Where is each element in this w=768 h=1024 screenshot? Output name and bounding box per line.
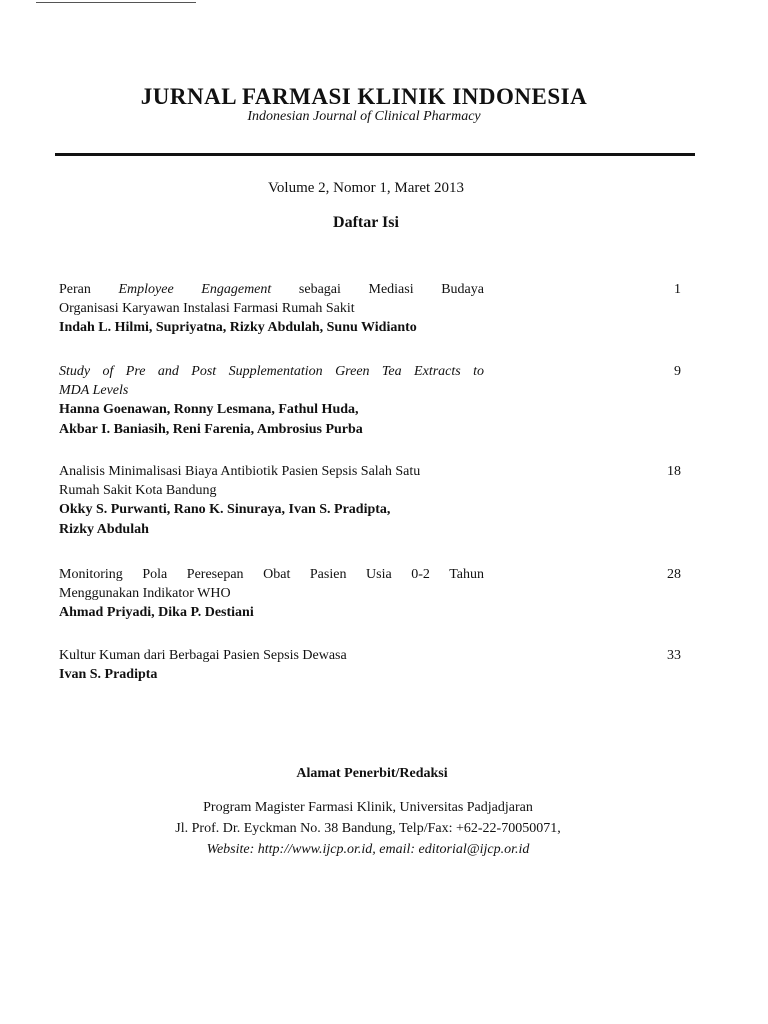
entry-authors: Rizky Abdulah (59, 522, 149, 537)
toc-entry (59, 362, 687, 440)
entry-title-italic: Employee Engagement (118, 282, 272, 297)
entry-page-number: 9 (674, 364, 681, 379)
publisher-address-line: Jl. Prof. Dr. Eyckman No. 38 Bandung, Telp/Fax: +62-22-70050071, (175, 821, 561, 836)
entry-page-number: 33 (667, 648, 681, 663)
entry-authors: Ivan S. Pradipta (59, 667, 158, 682)
entry-title (59, 280, 484, 299)
header-divider (55, 153, 695, 156)
entry-title: Analisis Minimalisasi Biaya Antibiotik Pasien Sepsis Salah Satu (59, 464, 421, 479)
entry-title-text: sebagai Mediasi Budaya (271, 282, 484, 297)
journal-subtitle: Indonesian Journal of Clinical Pharmacy (247, 109, 481, 124)
entry-title-line: Organisasi Karyawan Instalasi Farmasi Rumah Sakit (59, 301, 355, 316)
entry-title: Monitoring Pola Peresepan Obat Pasien Usia 0-2 Tahun (59, 567, 484, 582)
toc-entry (59, 462, 687, 540)
toc-title: Daftar Isi (333, 214, 399, 231)
entry-authors: Indah L. Hilmi, Supriyatna, Rizky Abdulah, Sunu Widianto (59, 320, 417, 335)
entry-title-line: Rumah Sakit Kota Bandung (59, 483, 217, 498)
toc-entry (59, 565, 687, 623)
entry-authors: Hanna Goenawan, Ronny Lesmana, Fathul Huda, (59, 402, 359, 417)
entry-title: Study of Pre and Post Supplementation Green Tea Extracts to (59, 364, 484, 379)
entry-title-text: Peran (59, 282, 119, 297)
entry-page-number: 1 (674, 282, 681, 297)
publisher-address-line: Program Magister Farmasi Klinik, Universitas Padjadjaran (203, 800, 533, 815)
entry-authors: Okky S. Purwanti, Rano K. Sinuraya, Ivan S. Pradipta, (59, 502, 391, 517)
toc-entry (59, 280, 687, 338)
entry-authors: Akbar I. Baniasih, Reni Farenia, Ambrosius Purba (59, 422, 363, 437)
entry-page-number: 28 (667, 567, 681, 582)
publisher-heading: Alamat Penerbit/Redaksi (296, 766, 448, 781)
entry-authors: Ahmad Priyadi, Dika P. Destiani (59, 605, 254, 620)
volume-info: Volume 2, Nomor 1, Maret 2013 (268, 180, 464, 196)
publisher-contact-line: Website: http://www.ijcp.or.id, email: editorial@ijcp.or.id (206, 842, 530, 857)
entry-page-number: 18 (667, 464, 681, 479)
toc-entry (59, 646, 687, 685)
scan-edge-line (36, 2, 196, 3)
entry-title: Kultur Kuman dari Berbagai Pasien Sepsis Dewasa (59, 648, 347, 663)
journal-title: JURNAL FARMASI KLINIK INDONESIA (140, 84, 588, 109)
entry-title-line: Menggunakan Indikator WHO (59, 586, 231, 601)
entry-title-line: MDA Levels (59, 383, 129, 398)
